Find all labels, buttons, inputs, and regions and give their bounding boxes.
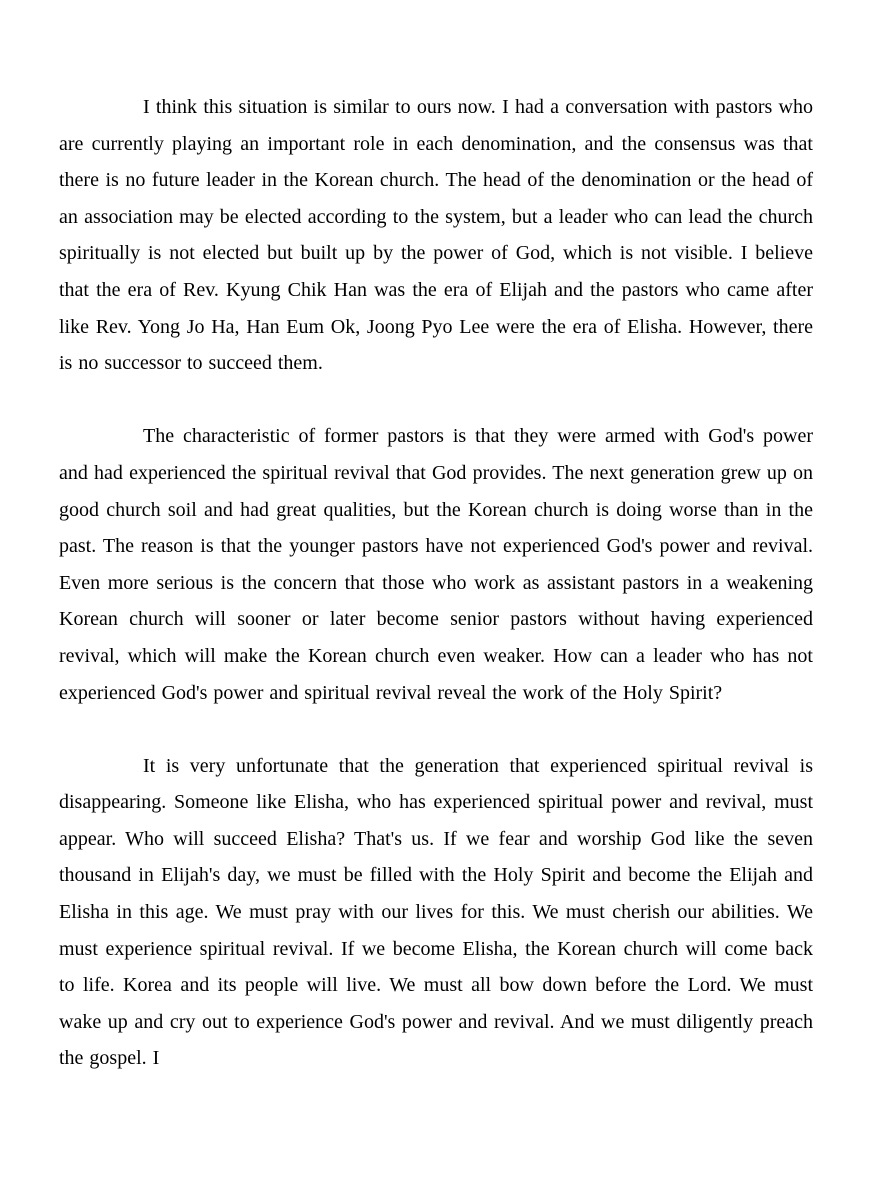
paragraph-2: The characteristic of former pastors is that they were armed with God's power and had experienced the spiritual revival that God provides. The next generation grew up on good church soil and had great qualities, but the Korean church is doing worse than in the past. The reason is that the younger pastors have not experienced God's power and revival. Even more serious is the concern that those who work as assistant pastors in a weakening Korean church will sooner or later become senior pastors without having experienced revival, which will make the Korean church even weaker. How can a leader who has not experienced God's power and spiritual revival reveal the work of the Holy Spirit? [59,425,813,704]
paragraph-3: It is very unfortunate that the generation that experienced spiritual revival is disappearing. Someone like Elisha, who has experienced spiritual power and revival, must appear. Who will succeed Elisha? That's us. If we fear and worship God like the seven thousand in Elijah's day, we must be filled with the Holy Spirit and become the Elijah and Elisha in this age. We must pray with our lives for this. We must cherish our abilities. We must experience spiritual revival. If we become Elisha, the Korean church will come back to life. Korea and its people will live. We must all bow down before the Lord. We must wake up and cry out to experience God's power and revival. And we must diligently preach the gospel. I [59,754,813,1070]
document-body [59,89,813,1077]
paragraph-1: I think this situation is similar to ours now. I had a conversation with pastors who are currently playing an important role in each denomination, and the consensus was that there is no future leader in the Korean church. The head of the denomination or the head of an association may be elected according to the system, but a leader who can lead the church spiritually is not elected but built up by the power of God, which is not visible. I believe that the era of Rev. Kyung Chik Han was the era of Elijah and the pastors who came after like Rev. Yong Jo Ha, Han Eum Ok, Joong Pyo Lee were the era of Elisha. However, there is no successor to succeed them. [59,96,813,375]
